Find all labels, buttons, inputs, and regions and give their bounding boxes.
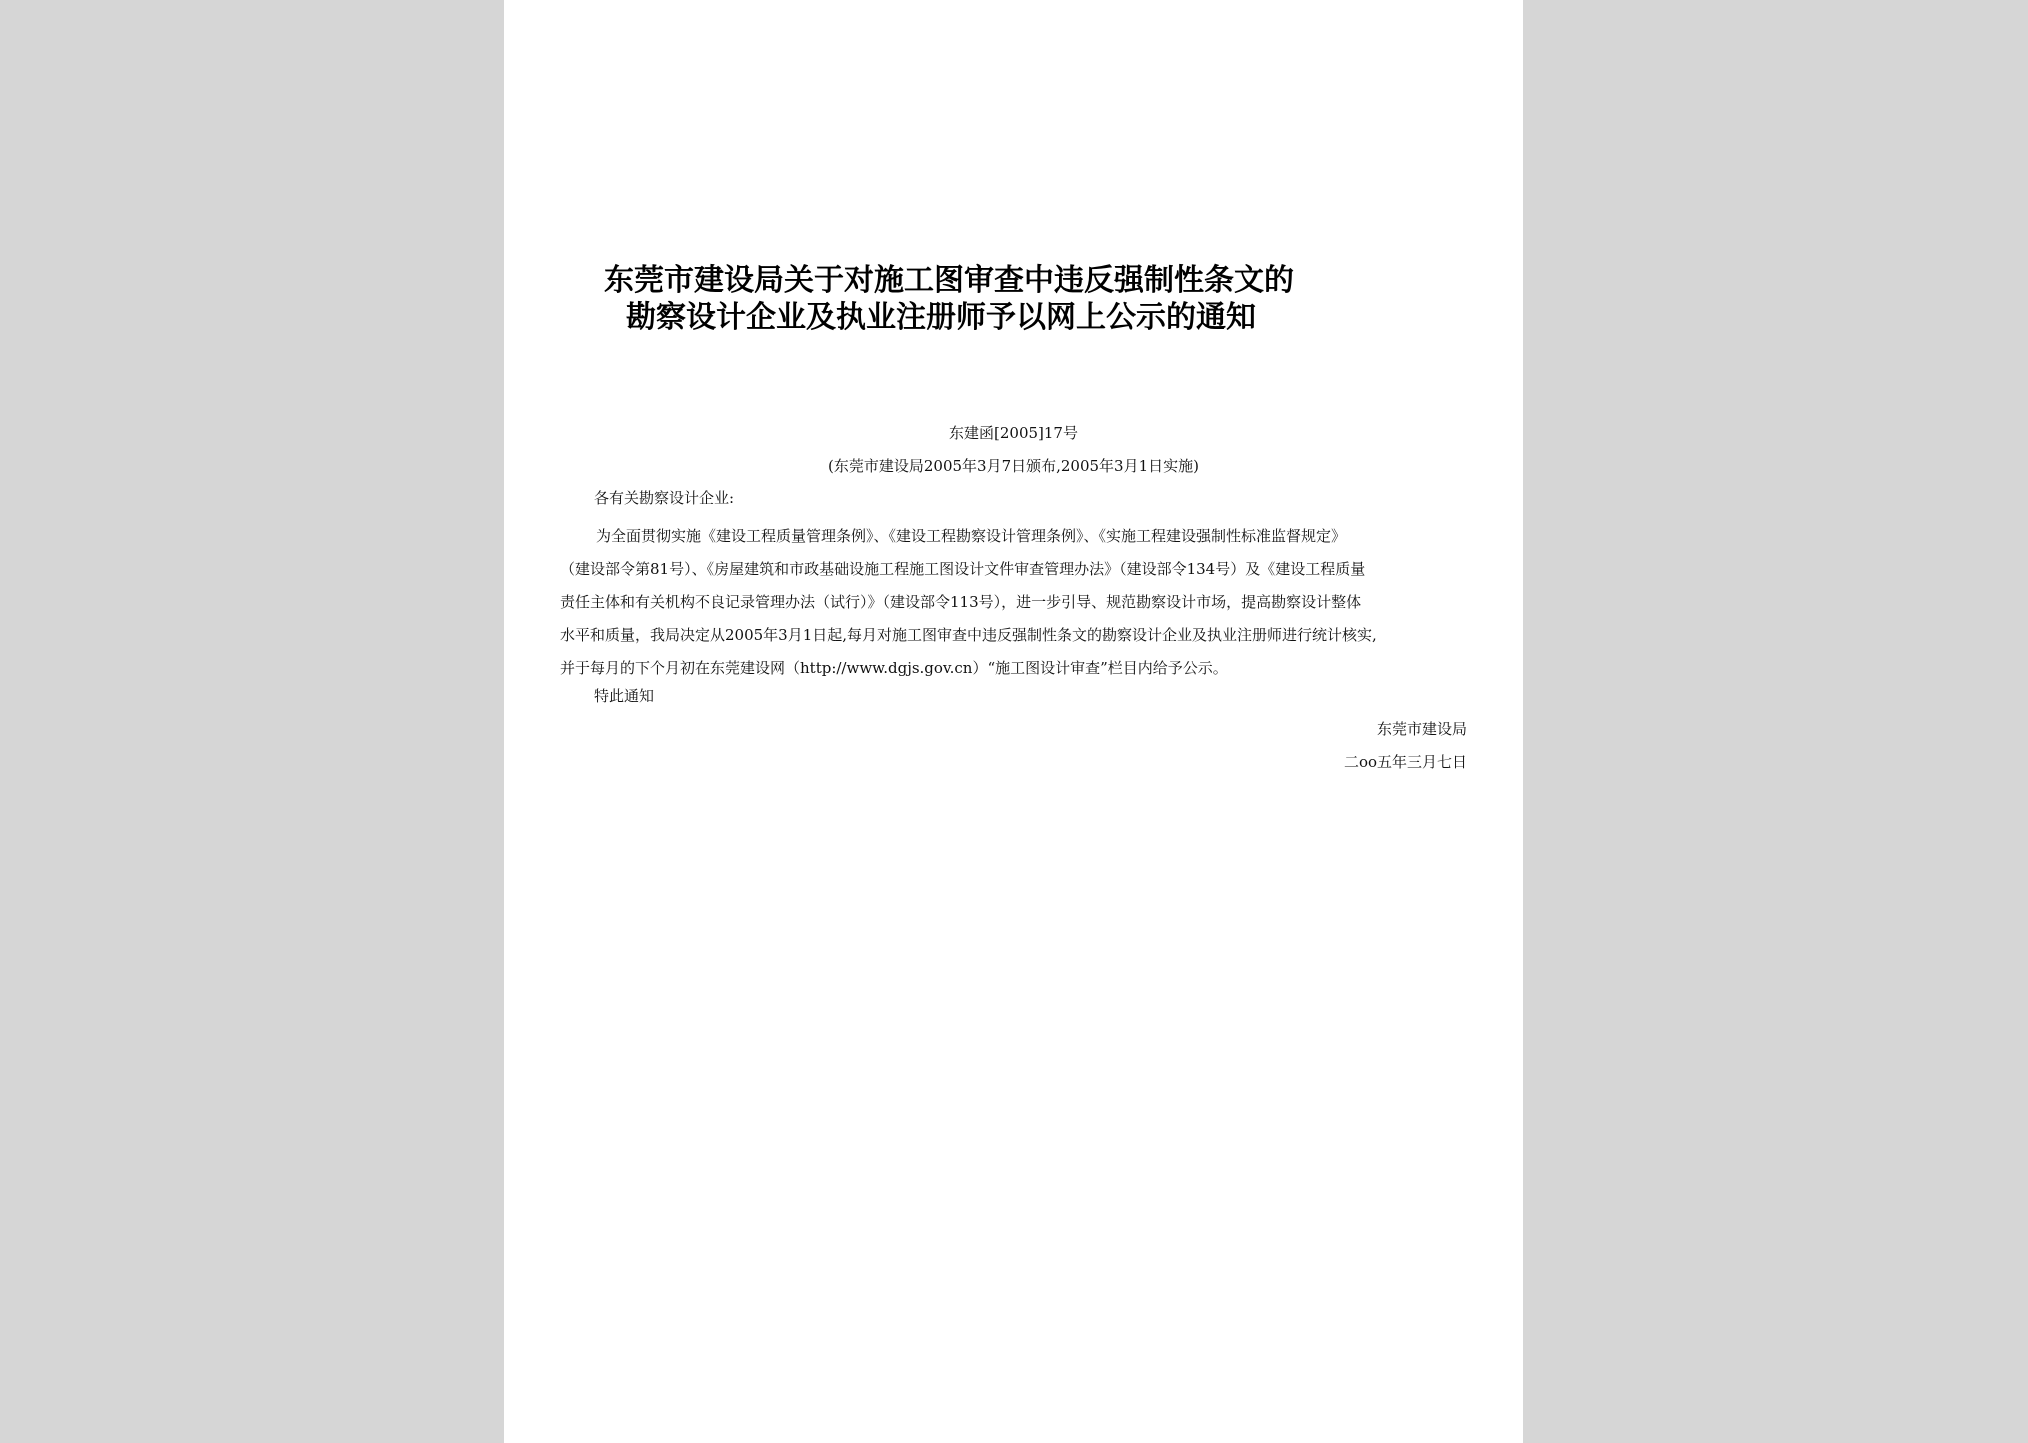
addressee: 各有关勘察设计企业:: [594, 489, 735, 507]
signature-date: 二oo五年三月七日: [1343, 753, 1467, 771]
title-line-2: 勘察设计企业及执业注册师予以网上公示的通知: [626, 300, 1256, 335]
body-line: 责任主体和有关机构不良记录管理办法（试行）》（建设部令113号），进一步引导、规范勘察设计市场，提高勘察设计整体: [560, 593, 1362, 611]
body-line: 为全面贯彻实施《建设工程质量管理条例》、《建设工程勘察设计管理条例》、《实施工程建设强制性标准监督规定》: [596, 527, 1347, 545]
document-title: [604, 262, 1404, 336]
signature-organization: 东莞市建设局: [1376, 720, 1467, 738]
closing-phrase: 特此通知: [594, 687, 655, 705]
issued-info: (东莞市建设局2005年3月7日颁布,2005年3月1日实施): [828, 457, 1199, 475]
body-line: 水平和质量，我局决定从2005年3月1日起,每月对施工图审查中违反强制性条文的勘察设计企业及执业注册师进行统计核实,: [560, 626, 1377, 644]
body-paragraph: [560, 520, 1440, 685]
document-page: [504, 0, 1523, 1443]
body-line: 并于每月的下个月初在东莞建设网（http://www.dgjs.gov.cn）“施工图设计审查”栏目内给予公示。: [560, 659, 1228, 677]
body-line: （建设部令第81号）、《房屋建筑和市政基础设施工程施工图设计文件审查管理办法》（建设部令134号）及《建设工程质量: [560, 560, 1366, 578]
title-line-1: 东莞市建设局关于对施工图审查中违反强制性条文的: [604, 263, 1294, 298]
document-number: 东建函[2005]17号: [949, 424, 1078, 442]
